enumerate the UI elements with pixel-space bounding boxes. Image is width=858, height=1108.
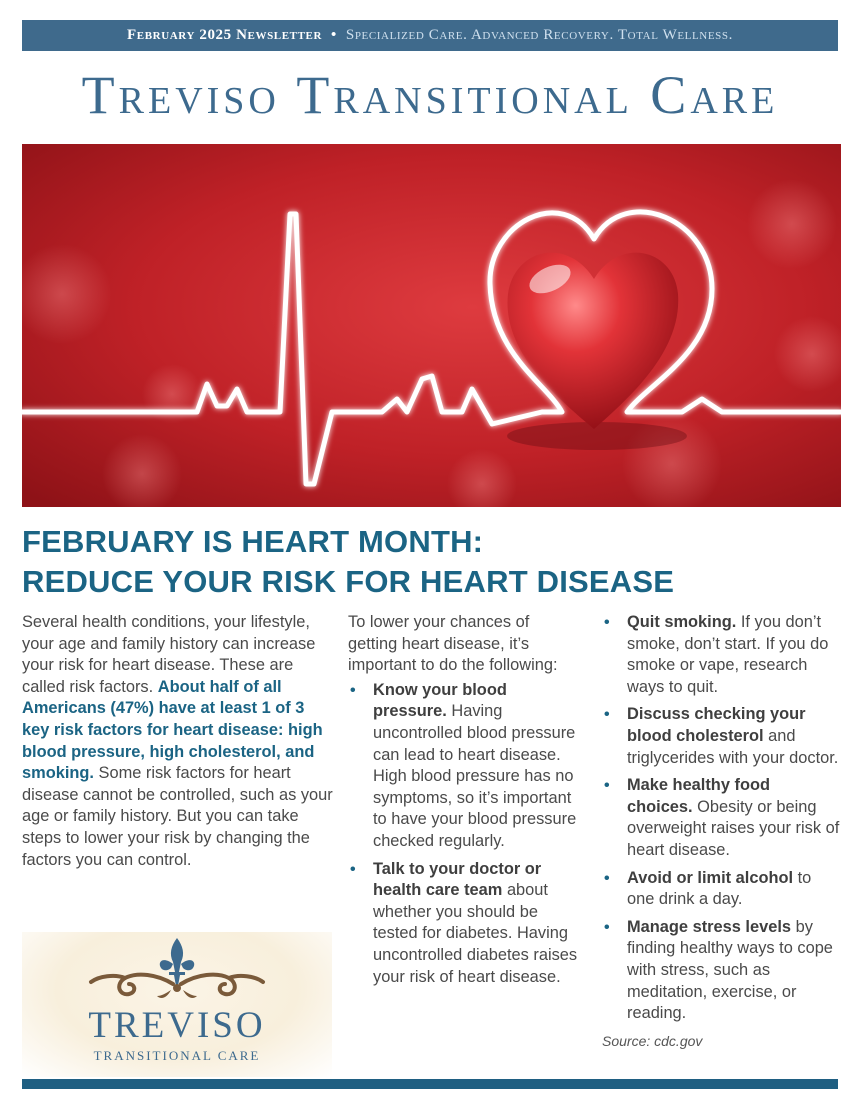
tips-list-2 [602, 612, 840, 1025]
list-item [602, 868, 840, 911]
article-column-2 [348, 612, 580, 994]
list-item [602, 775, 840, 861]
tip-text: to one drink a day. [627, 868, 812, 909]
headline-line-1: FEBRUARY IS HEART MONTH: [22, 524, 484, 559]
article-column-1 [22, 612, 334, 871]
key-statistic-highlight: About half of all Americans (47%) have at least 1 of 3 key risk factors for heart disease: high blood pressure, high cholesterol, and smoking. [22, 677, 323, 783]
hero-heart-image [22, 144, 841, 507]
logo-wordmark: TREVISO [88, 1005, 266, 1046]
list-item [602, 917, 840, 1025]
risk-factors-paragraph: Several health conditions, your lifestyle, your age and family history can increase your risk for heart disease. These are called risk factors. [22, 613, 316, 696]
newsletter-tagline: Specialized Care. Advanced Recovery. Total Wellness. [345, 27, 733, 43]
logo-subword: TRANSITIONAL CARE [93, 1048, 261, 1063]
bullet-icon: • [350, 681, 356, 699]
footer-bar [22, 1079, 838, 1089]
tips-list-1 [348, 680, 580, 988]
tip-lead: Avoid or limit alcohol [627, 868, 794, 887]
tip-text: Having uncontrolled blood pressure can lead to heart disease. High blood pressure has no symptoms, so it’s important to have your blood pressure checked regularly. [373, 702, 577, 850]
tip-lead: Discuss checking your blood cholesterol [627, 705, 806, 745]
header-separator: • [331, 27, 337, 43]
headline-line-2: REDUCE YOUR RISK FOR HEART DISEASE [22, 564, 675, 599]
bullet-icon: • [604, 869, 610, 887]
treviso-logo [22, 932, 332, 1077]
tip-text: about whether you should be tested for diabetes. Having uncontrolled diabetes raises your risk of heart disease. [373, 881, 578, 986]
newsletter-header-bar [22, 20, 838, 51]
tip-lead: Manage stress levels [627, 917, 792, 936]
article-headline [22, 522, 842, 602]
source-citation: Source: cdc.gov [602, 1032, 703, 1049]
list-item [348, 680, 580, 853]
tip-lead: Know your blood pressure. [373, 680, 507, 721]
tip-lead: Make healthy food choices. [627, 776, 770, 816]
heartbeat-heart-illustration [22, 144, 841, 507]
tip-lead: Talk to your doctor or health care team [373, 859, 542, 900]
tips-intro: To lower your chances of getting heart disease, it’s important to do the following: [348, 613, 558, 675]
tip-text: If you don’t smoke, don’t start. If you do smoke or vape, research ways to quit. [627, 613, 829, 696]
tip-lead: Quit smoking. [627, 613, 737, 631]
controllable-factors-paragraph: Some risk factors for heart disease cannot be controlled, such as your age or family history. But you can take steps to lower your risk by changing the factors you can control. [22, 764, 333, 869]
brand-title: Treviso Transitional Care [81, 65, 779, 125]
bullet-icon: • [350, 860, 356, 878]
list-item [602, 704, 840, 769]
list-item [602, 612, 840, 698]
tip-text: and triglycerides with your doctor. [627, 726, 839, 767]
bullet-icon: • [604, 614, 610, 631]
bullet-icon: • [604, 706, 610, 724]
article-column-3 [602, 612, 840, 1052]
newsletter-issue: February 2025 Newsletter [127, 27, 323, 43]
bullet-icon: • [604, 777, 610, 795]
tip-text: Obesity or being overweight raises your risk of heart disease. [627, 797, 840, 859]
bullet-icon: • [604, 918, 610, 936]
fleur-de-lis-scroll-icon [77, 934, 277, 1004]
tip-text: by finding healthy ways to cope with stress, such as meditation, exercise, or reading. [627, 917, 833, 1023]
list-item [348, 859, 580, 989]
